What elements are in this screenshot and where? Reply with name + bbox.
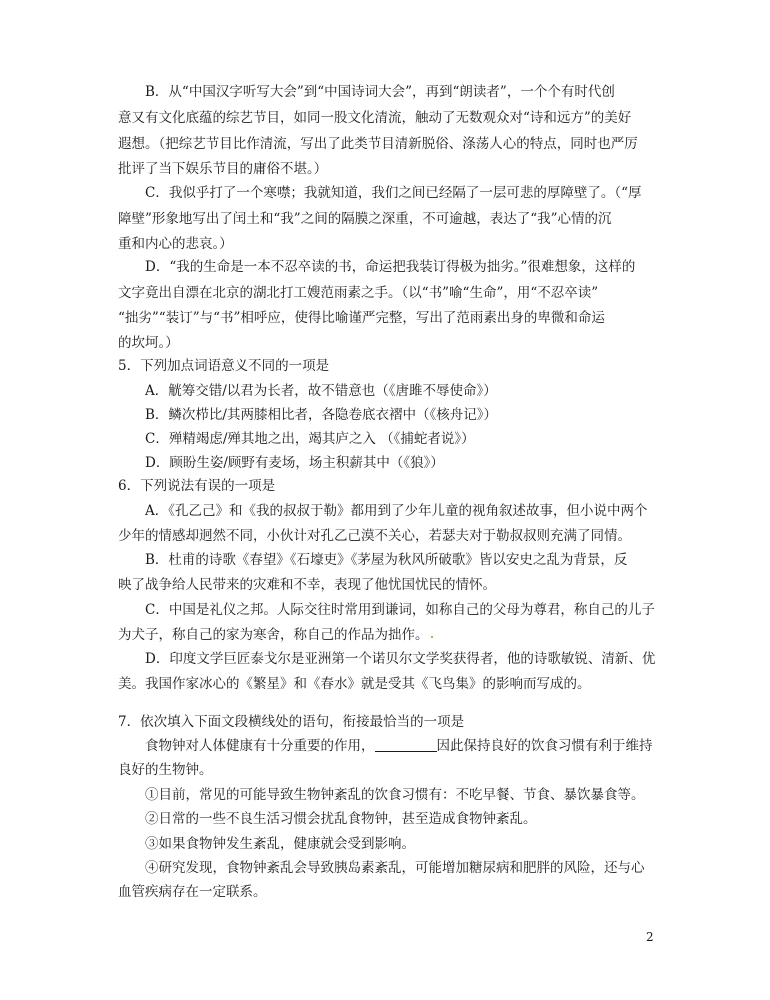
q4-option-d-line4: 的坎坷。） <box>118 335 179 351</box>
q7-sentence-4-line2: 血管疾病存在一定联系。 <box>118 884 267 900</box>
q7-passage-before: 食物钟对人体健康有十分重要的作用， <box>145 738 375 754</box>
stray-dot-mark <box>431 636 433 638</box>
q7-passage-after: 因此保持良好的饮食习惯有利于维持 <box>436 738 653 754</box>
q6-stem: 6．下列说法有误的一项是 <box>118 478 276 494</box>
q6-option-a-line1: A．《孔乙己》和《我的叔叔于勒》都用到了少年儿童的视角叙述故事，但小说中两个 <box>145 503 648 519</box>
q4-option-b-line1: B．从“中国汉字听写大会”到“中国诗词大会”，再到“朗读者”，一个个有时代创 <box>145 84 615 100</box>
q4-option-c-line3: 重和内心的悲哀。） <box>118 236 233 252</box>
q6-option-b-line2: 映了战争给人民带来的灾难和不幸，表现了他忧国忧民的情怀。 <box>118 577 496 593</box>
q6-option-a-line2: 少年的情感却迥然不同，小伙计对孔乙己漠不关心，若瑟夫对于勒叔叔则充满了同情。 <box>118 528 631 544</box>
q6-option-b-line1: B．杜甫的诗歌《春望》《石壕吏》《茅屋为秋风所破歌》皆以安史之乱为背景，反 <box>145 552 628 568</box>
q7-fill-blank <box>375 737 437 752</box>
q6-option-c-line2 <box>118 625 658 645</box>
q6-option-c-line1: C．中国是礼仪之邦。人际交往时常用到谦词，如称自己的父母为尊君，称自己的儿子 <box>145 602 655 618</box>
q5-option-c: C．殚精竭虑/殚其地之出，竭其庐之入 （《捕蛇者说》） <box>145 431 475 447</box>
q5-option-d: D．顾盼生姿/顾野有麦场，场主积薪其中（《狼》） <box>145 455 444 471</box>
q4-option-d-line1: D．“我的生命是一本不忍卒读的书，命运把我装订得极为拙劣。”很难想象，这样的 <box>145 259 636 275</box>
q4-option-d-line3: “拙劣”“装订”与“书”相呼应，使得比喻谨严完整，写出了范雨素出身的卑微和命运 <box>118 310 605 326</box>
q7-sentence-4-line1: ④研究发现，食物钟紊乱会导致胰岛素紊乱，可能增加糖尿病和肥胖的风险，还与心 <box>145 860 645 876</box>
q7-sentence-1: ①目前，常见的可能导致生物钟紊乱的饮食习惯有：不吃早餐、节食、暴饮暴食等。 <box>145 787 645 803</box>
q7-passage-line1 <box>145 736 658 756</box>
q4-option-b-line4: 批评了当下娱乐节目的庸俗不堪。） <box>118 161 328 177</box>
q5-stem: 5．下列加点词语意义不同的一项是 <box>118 358 330 374</box>
q6-option-c-line2-text: 为犬子，称自己的家为寒舍，称自己的作品为拙作。 <box>118 627 429 643</box>
q7-sentence-3: ③如果食物钟发生紊乱，健康就会受到影响。 <box>145 836 415 852</box>
q7-stem: 7．依次填入下面文段横线处的语句，衔接最恰当的一项是 <box>118 714 465 730</box>
q5-option-b: B．鳞次栉比/其两膝相比者，各隐卷底衣褶中（《核舟记》） <box>145 407 497 423</box>
q7-passage-line2: 良好的生物钟。 <box>118 762 213 778</box>
page-number: 2 <box>646 930 654 944</box>
q4-option-c-line2: 障壁”形象地写出了闰土和“我”之间的隔膜之深重，不可逾越，表达了“我”心情的沉 <box>118 211 612 227</box>
q6-option-d-line1: D．印度文学巨匠泰戈尔是亚洲第一个诺贝尔文学奖获得者，他的诗歌敏锐、清新、优 <box>145 651 656 667</box>
q7-sentence-2: ②日常的一些不良生活习惯会扰乱食物钟，甚至造成食物钟紊乱。 <box>145 811 537 827</box>
q4-option-b-line2: 意又有文化底蕴的综艺节目，如同一股文化清流，触动了无数观众对“诗和远方”的美好 <box>118 110 632 126</box>
q6-option-d-line2: 美。我国作家冰心的《繁星》和《春水》就是受其《飞鸟集》的影响而写成的。 <box>118 676 591 692</box>
q4-option-b-line3: 遐想。（把综艺节目比作清流，写出了此类节目清新脱俗、涤荡人心的特点，同时也严厉 <box>118 136 638 152</box>
q4-option-d-line2: 文字竟出自漂在北京的湖北打工嫂范雨素之手。（以“书”喻“生命”，用“不忍卒读” <box>118 285 599 301</box>
q5-option-a: A．觥筹交错/以君为长者，故不错意也（《唐雎不辱使命》） <box>145 383 497 399</box>
q4-option-c-line1: C．我似乎打了一个寒噤；我就知道，我们之间已经隔了一层可悲的厚障壁了。（“厚 <box>145 185 642 201</box>
